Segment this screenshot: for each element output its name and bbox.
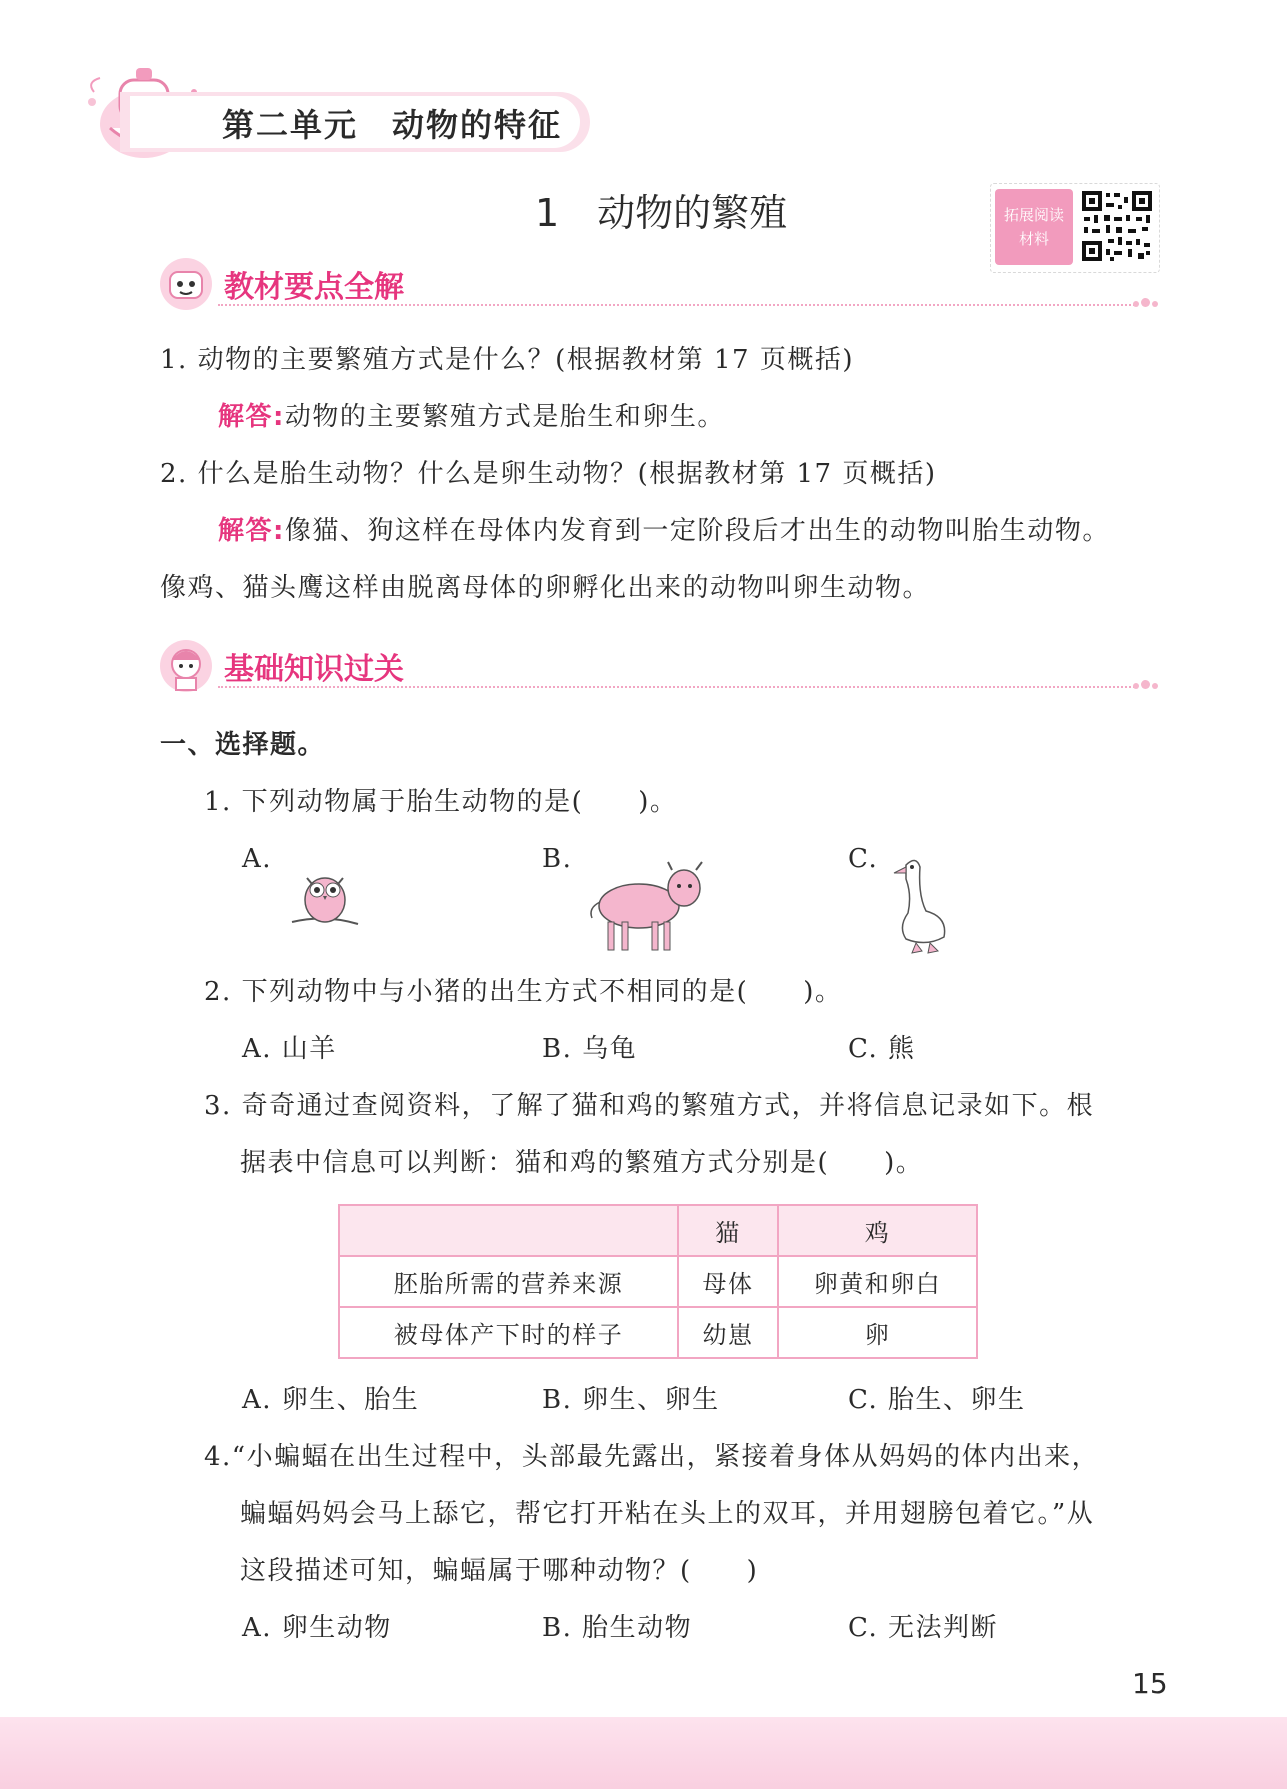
- unit-title: 第二单元 动物的特征: [222, 106, 563, 144]
- q3-option-a[interactable]: A. 卵生、胎生: [242, 1385, 420, 1415]
- q2-option-c[interactable]: C. 熊: [848, 1034, 916, 1064]
- q1-option-c[interactable]: C.: [848, 844, 879, 874]
- table-cell: 卵: [778, 1307, 977, 1358]
- question-4-stem-line2: 蝙蝠妈妈会马上舔它，帮它打开粘在头上的双耳，并用翅膀包着它。”从: [240, 1499, 1095, 1529]
- section-label: 教材要点全解: [224, 270, 404, 305]
- table-header-row: [339, 1205, 977, 1256]
- key-question-2: 2. 什么是胎生动物？什么是卵生动物？(根据教材第 17 页概括): [160, 459, 937, 489]
- dotted-divider: [218, 686, 1138, 688]
- table-header-cell: 猫: [678, 1205, 778, 1256]
- book-mascot-icon: [158, 256, 214, 312]
- girl-mascot-icon: [158, 638, 214, 694]
- owl-illustration-icon: [290, 862, 360, 934]
- q2-option-a[interactable]: A. 山羊: [242, 1034, 337, 1064]
- q3-option-b[interactable]: B. 卵生、卵生: [542, 1385, 720, 1415]
- answer-text-line1: 像猫、狗这样在母体内发育到一定阶段后才出生的动物叫胎生动物。: [284, 516, 1110, 546]
- section-label: 基础知识过关: [224, 652, 404, 687]
- answer-text: 动物的主要繁殖方式是胎生和卵生。: [284, 402, 725, 432]
- question-4-stem-line3: 这段描述可知，蝙蝠属于哪种动物？( ): [240, 1556, 759, 1586]
- answer-tag: 解答:: [218, 516, 285, 546]
- q3-option-c[interactable]: C. 胎生、卵生: [848, 1385, 1026, 1415]
- table-cell: 卵黄和卵白: [778, 1256, 977, 1307]
- question-1-stem: 1. 下列动物属于胎生动物的是( )。: [204, 787, 678, 817]
- section-heading-basics: [158, 638, 1158, 694]
- key-answer-2-cont: 像鸡、猫头鹰这样由脱离母体的卵孵化出来的动物叫卵生动物。: [160, 573, 931, 603]
- q1-option-b[interactable]: B.: [542, 844, 573, 874]
- section-heading-key-points: [158, 256, 1158, 312]
- table-row: [339, 1256, 977, 1307]
- q2-option-b[interactable]: B. 乌龟: [542, 1034, 638, 1064]
- q4-option-b[interactable]: B. 胎生动物: [542, 1613, 693, 1643]
- info-table: [338, 1204, 978, 1359]
- bottom-decorative-band: [0, 1717, 1287, 1789]
- dotted-divider: [218, 304, 1138, 306]
- cow-illustration-icon: [584, 858, 714, 958]
- qr-label-line1: 拓展阅读: [1003, 206, 1064, 224]
- question-3-stem-line1: 3. 奇奇通过查阅资料，了解了猫和鸡的繁殖方式，并将信息记录如下。根: [204, 1091, 1095, 1121]
- page-number: 15: [1132, 1667, 1168, 1700]
- part-title: 一、选择题。: [160, 730, 326, 760]
- goose-illustration-icon: [886, 855, 956, 955]
- key-answer-1: [218, 401, 725, 433]
- qr-label-line2: 材料: [1018, 230, 1049, 248]
- table-cell: 被母体产下时的样子: [339, 1307, 678, 1358]
- q1-option-a[interactable]: A.: [242, 844, 273, 874]
- table-header-cell: [339, 1205, 678, 1256]
- question-3-stem-line2: 据表中信息可以判断：猫和鸡的繁殖方式分别是( )。: [240, 1148, 924, 1178]
- answer-tag: 解答:: [218, 402, 285, 432]
- table-cell: 幼崽: [678, 1307, 778, 1358]
- key-question-1: 1. 动物的主要繁殖方式是什么？(根据教材第 17 页概括): [160, 345, 854, 375]
- question-4-stem-line1: 4.“小蝙蝠在出生过程中，头部最先露出，紧接着身体从妈妈的体内出来，: [204, 1442, 1100, 1472]
- decorative-dots: [1131, 674, 1158, 693]
- decorative-dots: [1131, 292, 1158, 311]
- key-answer-2: [218, 515, 1110, 547]
- table-cell: 母体: [678, 1256, 778, 1307]
- q4-option-a[interactable]: A. 卵生动物: [242, 1613, 392, 1643]
- table-header-cell: 鸡: [778, 1205, 977, 1256]
- qr-label: [995, 189, 1073, 265]
- question-2-stem: 2. 下列动物中与小猪的出生方式不相同的是( )。: [204, 977, 843, 1007]
- qr-code-icon[interactable]: [1080, 189, 1154, 263]
- table-cell: 胚胎所需的营养来源: [339, 1256, 678, 1307]
- lesson-title: 1 动物的繁殖: [535, 191, 788, 235]
- q4-option-c[interactable]: C. 无法判断: [848, 1613, 998, 1643]
- table-row: [339, 1307, 977, 1358]
